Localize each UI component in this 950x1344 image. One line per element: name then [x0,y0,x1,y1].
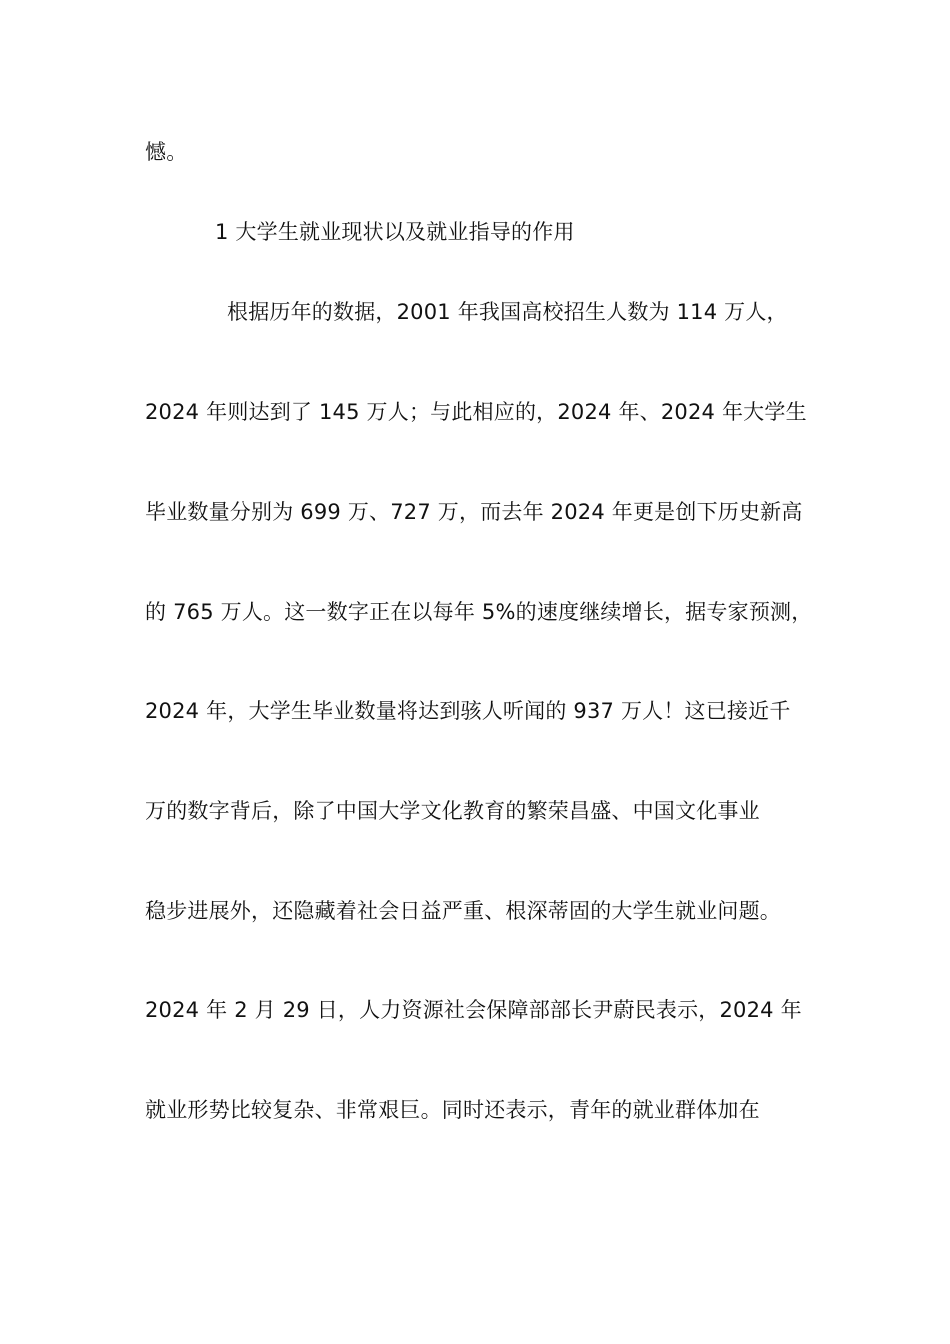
paragraph-line: 的 765 万人。这一数字正在以每年 5%的速度继续增长，据专家预测， [145,600,813,624]
section-heading: 1 大学生就业现状以及就业指导的作用 [215,220,575,244]
paragraph-line: 2024 年则达到了 145 万人；与此相应的，2024 年、2024 年大学生 [145,400,807,424]
paragraph-line: 2024 年 2 月 29 日，人力资源社会保障部部长尹蔚民表示，2024 年 [145,998,802,1022]
text-line-fragment: 憾。 [145,140,188,164]
paragraph-line: 就业形势比较复杂、非常艰巨。同时还表示，青年的就业群体加在 [145,1098,760,1122]
paragraph-line: 2024 年，大学生毕业数量将达到骇人听闻的 937 万人！这已接近千 [145,699,791,723]
paragraph-line: 根据历年的数据，2001 年我国高校招生人数为 114 万人， [227,300,788,324]
paragraph-line: 稳步进展外，还隐藏着社会日益严重、根深蒂固的大学生就业问题。 [145,899,781,923]
paragraph-line: 毕业数量分别为 699 万、727 万，而去年 2024 年更是创下历史新高 [145,500,803,524]
paragraph-line: 万的数字背后，除了中国大学文化教育的繁荣昌盛、中国文化事业 [145,799,760,823]
